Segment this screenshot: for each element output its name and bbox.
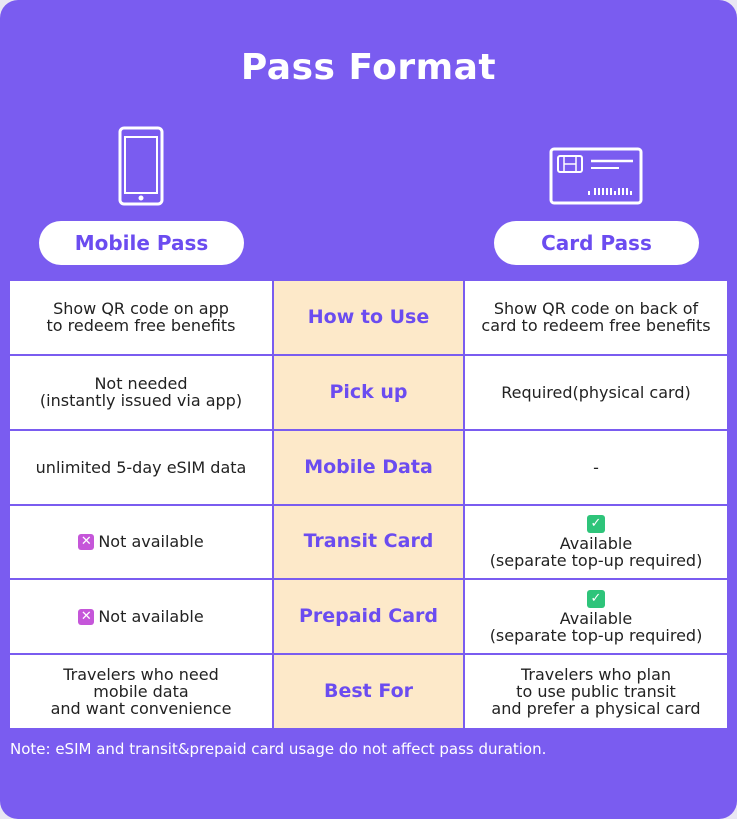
mobile-best-for: Travelers who need mobile data and want convenience: [10, 655, 272, 728]
feature-pick-up: Pick up: [274, 356, 463, 429]
feature-transit-card: Transit Card: [274, 506, 463, 579]
card-prepaid-card: [465, 580, 727, 653]
card-prepaid-card-text: Available (separate top-up required): [489, 608, 703, 645]
page-title: Pass Format: [240, 47, 497, 88]
feature-mobile-data: Mobile Data: [274, 431, 463, 504]
card-mobile-data: -: [465, 431, 727, 504]
mobile-pass-label: Mobile Pass: [39, 221, 244, 265]
mobile-mobile-data: unlimited 5-day eSIM data: [10, 431, 272, 504]
footnote: Note: eSIM and transit&prepaid card usage do not affect pass duration.: [10, 740, 547, 758]
mobile-how-to-use: Show QR code on app to redeem free benefits: [10, 281, 272, 354]
cross-mark-icon: ✕: [78, 534, 94, 550]
check-mark-icon: ✓: [587, 515, 605, 533]
card-transit-card-text: Available (separate top-up required): [489, 533, 703, 570]
feature-how-to-use: How to Use: [274, 281, 463, 354]
card-pick-up: Required(physical card): [465, 356, 727, 429]
mobile-prepaid-card-text: Not available: [98, 607, 204, 627]
card-best-for: Travelers who plan to use public transit and prefer a physical card: [465, 655, 727, 728]
mobile-transit-card-text: Not available: [98, 532, 204, 552]
transit-card-icon: [549, 147, 643, 209]
check-mark-icon: ✓: [587, 590, 605, 608]
mobile-pick-up: Not needed (instantly issued via app): [10, 356, 272, 429]
feature-best-for: Best For: [274, 655, 463, 728]
card-transit-card: [465, 506, 727, 579]
smartphone-icon: [118, 126, 164, 210]
comparison-table: [10, 281, 727, 728]
feature-prepaid-card: Prepaid Card: [274, 580, 463, 653]
card-pass-label: Card Pass: [494, 221, 699, 265]
cross-mark-icon: ✕: [78, 609, 94, 625]
mobile-transit-card: [10, 506, 272, 579]
card-how-to-use: Show QR code on back of card to redeem free benefits: [465, 281, 727, 354]
mobile-prepaid-card: [10, 580, 272, 653]
